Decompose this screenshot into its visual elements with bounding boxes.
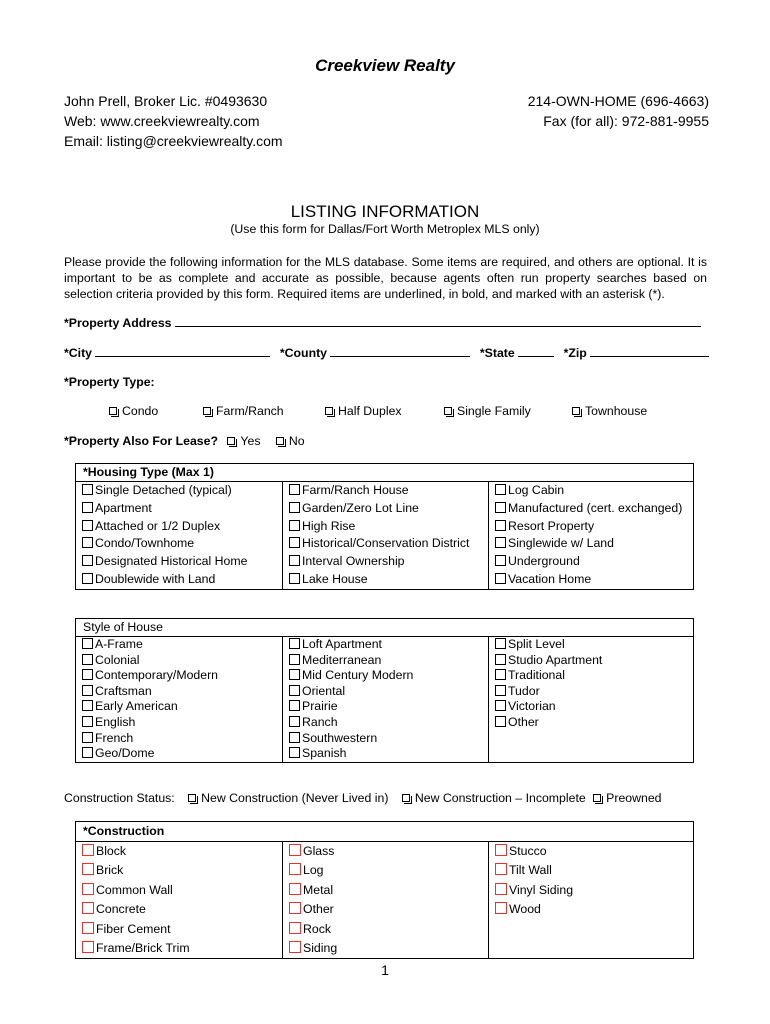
checkbox-icon[interactable]: [203, 407, 211, 415]
option-attached-or-1-2-duplex[interactable]: [82, 518, 282, 536]
option-designated-historical-home[interactable]: [82, 553, 282, 571]
checkbox-icon[interactable]: [82, 638, 93, 649]
construction-status-label: Construction Status:: [64, 791, 175, 805]
checkbox-icon[interactable]: [444, 407, 452, 415]
option-split-level[interactable]: [495, 637, 693, 653]
checkbox-icon[interactable]: [82, 669, 93, 680]
checkbox-icon[interactable]: [82, 537, 93, 548]
checkbox-icon[interactable]: [82, 922, 94, 934]
option-glass[interactable]: [289, 842, 488, 861]
website: Web: www.creekviewrealty.com: [64, 113, 260, 129]
checkbox-icon[interactable]: [402, 794, 410, 802]
checkbox-icon[interactable]: [495, 537, 506, 548]
checkbox-icon[interactable]: [495, 669, 506, 680]
style-of-house-header: Style of House: [76, 619, 693, 637]
form-subtitle: (Use this form for Dallas/Fort Worth Metroplex MLS only): [230, 222, 540, 236]
checkbox-icon[interactable]: [495, 716, 506, 727]
checkbox-icon[interactable]: [82, 484, 93, 495]
construction-options: [76, 842, 693, 958]
zip-input[interactable]: [590, 345, 709, 357]
housing-type-column: [282, 482, 488, 589]
status-preowned[interactable]: Preowned: [593, 791, 661, 805]
option-label: Mid Century Modern: [302, 668, 414, 683]
instructions: Please provide the following information for the MLS database. Some items are required, and others are optional. It is important to be as complete and accurate as possible, because agents often run property searches based on selection criteria provided by this form. Required items are underlined, in bold, and marked with an asterisk (*).: [64, 255, 707, 301]
address-row: [64, 315, 701, 330]
checkbox-icon[interactable]: [82, 520, 93, 531]
option-french[interactable]: [82, 731, 282, 747]
option-label: Historical/Conservation District: [302, 536, 470, 551]
lease-no[interactable]: No: [276, 434, 305, 448]
checkbox-icon[interactable]: [82, 883, 94, 895]
email: Email: listing@creekviewrealty.com: [64, 133, 283, 149]
option-victorian[interactable]: [495, 699, 693, 715]
style-of-house-table: [75, 618, 694, 763]
address-input[interactable]: [175, 315, 701, 327]
checkbox-icon[interactable]: [289, 732, 300, 743]
housing-type-header: *Housing Type (Max 1): [76, 464, 693, 482]
checkbox-icon[interactable]: [289, 700, 300, 711]
checkbox-icon[interactable]: [289, 922, 301, 934]
option-log-cabin[interactable]: [495, 482, 693, 500]
checkbox-icon[interactable]: [289, 883, 301, 895]
checkbox-icon[interactable]: [495, 700, 506, 711]
option-label: Mediterranean: [302, 652, 382, 667]
option-frame-brick-trim[interactable]: [82, 939, 282, 958]
option-label: Southwestern: [302, 730, 378, 745]
option-stucco[interactable]: [495, 842, 693, 861]
option-a-frame[interactable]: [82, 637, 282, 653]
checkbox-icon[interactable]: [289, 520, 300, 531]
broker-license: John Prell, Broker Lic. #0493630: [64, 93, 268, 109]
option-garden-zero-lot-line[interactable]: [289, 500, 488, 518]
checkbox-icon[interactable]: [495, 555, 506, 566]
option-label: Log Cabin: [508, 483, 565, 497]
option-label: Farm/Ranch House: [302, 483, 409, 497]
option-label: Vinyl Siding: [509, 882, 574, 897]
style-column: [488, 637, 693, 762]
option-label: Wood: [509, 902, 541, 917]
option-label: Victorian: [508, 699, 556, 714]
construction-column: [76, 842, 282, 958]
option-tilt-wall[interactable]: [495, 861, 693, 880]
checkbox-icon[interactable]: [82, 732, 93, 743]
checkbox-icon[interactable]: [82, 747, 93, 758]
option-doublewide-with-land[interactable]: [82, 571, 282, 589]
option-label: Vacation Home: [508, 571, 592, 586]
option-label: Designated Historical Home: [95, 554, 248, 569]
option-fiber-cement[interactable]: [82, 920, 282, 939]
option-label: Interval Ownership: [302, 554, 405, 569]
checkbox-icon[interactable]: [82, 716, 93, 727]
option-label: Metal: [303, 882, 334, 897]
style-column: [282, 637, 488, 762]
checkbox-icon[interactable]: [82, 654, 93, 665]
checkbox-icon[interactable]: [109, 407, 117, 415]
checkbox-icon[interactable]: [82, 902, 94, 914]
checkbox-icon[interactable]: [289, 484, 300, 495]
zip-label: *Zip: [563, 346, 587, 360]
checkbox-icon[interactable]: [82, 700, 93, 711]
option-label: Resort Property: [508, 518, 595, 533]
option-loft-apartment[interactable]: [289, 637, 488, 653]
checkbox-icon[interactable]: [289, 555, 300, 566]
option-label: Glass: [303, 844, 335, 858]
fax: Fax (for all): 972-881-9955: [543, 113, 709, 129]
checkbox-icon[interactable]: [495, 863, 507, 875]
option-farm-ranch-house[interactable]: [289, 482, 488, 500]
option-single-detached-typical[interactable]: [82, 482, 282, 500]
page-number: 1: [381, 962, 389, 978]
checkbox-icon[interactable]: [82, 685, 93, 696]
company-name: Creekview Realty: [315, 56, 455, 75]
option-traditional[interactable]: [495, 668, 693, 684]
option-apartment[interactable]: [82, 500, 282, 518]
checkbox-icon[interactable]: [289, 573, 300, 584]
lease-label: *Property Also For Lease?: [64, 434, 218, 448]
option-label: Lake House: [302, 571, 368, 586]
housing-type-table: [75, 463, 694, 590]
option-label: Rock: [303, 921, 332, 936]
checkbox-icon[interactable]: [593, 794, 601, 802]
option-contemporary-modern[interactable]: [82, 668, 282, 684]
checkbox-icon[interactable]: [289, 537, 300, 548]
checkbox-icon[interactable]: [289, 502, 300, 513]
option-label: Geo/Dome: [95, 746, 155, 761]
option-label: Block: [96, 844, 127, 858]
option-farm-ranch[interactable]: Farm/Ranch: [203, 404, 284, 418]
option-rock[interactable]: [289, 920, 488, 939]
lease-yes[interactable]: Yes: [227, 434, 260, 448]
option-english[interactable]: [82, 715, 282, 731]
option-underground[interactable]: [495, 553, 693, 571]
construction-column: [282, 842, 488, 958]
option-ranch[interactable]: [289, 715, 488, 731]
construction-column: [488, 842, 693, 958]
checkbox-icon[interactable]: [289, 669, 300, 680]
checkbox-icon[interactable]: [495, 883, 507, 895]
option-southwestern[interactable]: [289, 731, 488, 747]
option-label: Singlewide w/ Land: [508, 536, 614, 551]
option-vinyl-siding[interactable]: [495, 881, 693, 900]
option-vacation-home[interactable]: [495, 571, 693, 589]
housing-type-options: [76, 482, 693, 589]
construction-status-row: [64, 791, 662, 805]
option-label: Siding: [303, 940, 338, 955]
checkbox-icon[interactable]: [495, 520, 506, 531]
contact-info: [528, 91, 709, 131]
checkbox-icon[interactable]: [289, 654, 300, 665]
option-label: Colonial: [95, 652, 140, 667]
option-label: High Rise: [302, 518, 356, 533]
checkbox-icon[interactable]: [289, 863, 301, 875]
city-label: *City: [64, 346, 93, 360]
option-historical-conservation-district[interactable]: [289, 535, 488, 553]
checkbox-icon[interactable]: [495, 844, 507, 856]
option-lake-house[interactable]: [289, 571, 488, 589]
housing-type-column: [488, 482, 693, 589]
option-tudor[interactable]: [495, 684, 693, 700]
option-studio-apartment[interactable]: [495, 653, 693, 669]
status-new-incomplete[interactable]: New Construction – Incomplete: [402, 791, 586, 805]
lease-row: [64, 434, 305, 448]
checkbox-icon[interactable]: [572, 407, 580, 415]
checkbox-icon[interactable]: [227, 437, 235, 445]
option-townhouse[interactable]: Townhouse: [572, 404, 647, 418]
option-condo-townhome[interactable]: [82, 535, 282, 553]
option-label: Split Level: [508, 637, 565, 651]
option-early-american[interactable]: [82, 699, 282, 715]
option-label: Loft Apartment: [302, 637, 382, 651]
construction-header: *Construction: [76, 822, 693, 842]
checkbox-icon[interactable]: [495, 685, 506, 696]
checkbox-icon[interactable]: [289, 685, 300, 696]
option-label: Brick: [96, 863, 124, 878]
option-label: Stucco: [509, 844, 547, 858]
checkbox-icon[interactable]: [289, 638, 300, 649]
checkbox-icon[interactable]: [82, 555, 93, 566]
option-single-family[interactable]: Single Family: [444, 404, 531, 418]
option-label: Tudor: [508, 683, 540, 698]
option-concrete[interactable]: [82, 900, 282, 919]
property-type-label: *Property Type:: [64, 375, 155, 389]
option-prairie[interactable]: [289, 699, 488, 715]
option-label: Common Wall: [96, 882, 173, 897]
address-label: *Property Address: [64, 316, 172, 330]
option-label: Contemporary/Modern: [95, 668, 219, 683]
option-interval-ownership[interactable]: [289, 553, 488, 571]
option-wood[interactable]: [495, 900, 693, 919]
option-label: Garden/Zero Lot Line: [302, 500, 419, 515]
county-label: *County: [279, 346, 328, 360]
checkbox-icon[interactable]: [289, 716, 300, 727]
option-craftsman[interactable]: [82, 684, 282, 700]
checkbox-icon[interactable]: [495, 654, 506, 665]
option-other[interactable]: [289, 900, 488, 919]
option-label: Tilt Wall: [509, 863, 552, 878]
checkbox-icon[interactable]: [289, 747, 300, 758]
status-new-never-lived[interactable]: New Construction (Never Lived in): [188, 791, 388, 805]
option-label: Apartment: [95, 500, 152, 515]
checkbox-icon[interactable]: [495, 638, 506, 649]
checkbox-icon[interactable]: [82, 844, 94, 856]
option-mediterranean[interactable]: [289, 653, 488, 669]
option-label: Underground: [508, 554, 580, 569]
option-label: Studio Apartment: [508, 652, 603, 667]
style-column: [76, 637, 282, 762]
option-label: Fiber Cement: [96, 921, 171, 936]
option-label: Attached or 1/2 Duplex: [95, 518, 221, 533]
option-spanish[interactable]: [289, 746, 488, 762]
option-label: Other: [303, 902, 334, 917]
checkbox-icon[interactable]: [82, 573, 93, 584]
checkbox-icon[interactable]: [495, 573, 506, 584]
option-label: English: [95, 714, 136, 729]
option-brick[interactable]: [82, 861, 282, 880]
checkbox-icon[interactable]: [495, 902, 507, 914]
option-mid-century-modern[interactable]: [289, 668, 488, 684]
option-resort-property[interactable]: [495, 518, 693, 536]
option-singlewide-w-land[interactable]: [495, 535, 693, 553]
option-label: Single Detached (typical): [95, 483, 232, 497]
county-input[interactable]: [330, 345, 470, 357]
option-high-rise[interactable]: [289, 518, 488, 536]
city-input[interactable]: [95, 345, 270, 357]
option-colonial[interactable]: [82, 653, 282, 669]
option-label: Log: [303, 863, 324, 878]
option-label: French: [95, 730, 134, 745]
option-label: Other: [508, 714, 539, 729]
option-manufactured-cert-exchanged[interactable]: [495, 500, 693, 518]
construction-table: [75, 821, 694, 959]
checkbox-icon[interactable]: [495, 484, 506, 495]
option-log[interactable]: [289, 861, 488, 880]
checkbox-icon[interactable]: [188, 794, 196, 802]
housing-type-column: [76, 482, 282, 589]
location-row: [64, 345, 709, 360]
checkbox-icon[interactable]: [82, 863, 94, 875]
option-label: Frame/Brick Trim: [96, 940, 190, 955]
option-label: Spanish: [302, 746, 347, 761]
option-label: Manufactured (cert. exchanged): [508, 500, 683, 515]
option-block[interactable]: [82, 842, 282, 861]
option-label: Craftsman: [95, 683, 152, 698]
checkbox-icon[interactable]: [325, 407, 333, 415]
state-label: *State: [479, 346, 515, 360]
option-label: Ranch: [302, 714, 338, 729]
option-other[interactable]: [495, 715, 693, 731]
option-common-wall[interactable]: [82, 881, 282, 900]
option-condo[interactable]: Condo: [109, 404, 158, 418]
form-title: LISTING INFORMATION: [290, 202, 480, 221]
checkbox-icon[interactable]: [82, 502, 93, 513]
option-label: Condo/Townhome: [95, 536, 195, 551]
option-geo-dome[interactable]: [82, 746, 282, 762]
checkbox-icon[interactable]: [82, 941, 94, 953]
style-of-house-options: [76, 637, 693, 762]
broker-info: [64, 91, 283, 151]
option-label: Traditional: [508, 668, 565, 683]
option-siding[interactable]: [289, 939, 488, 958]
checkbox-icon[interactable]: [289, 902, 301, 914]
option-label: Early American: [95, 699, 178, 714]
option-half-duplex[interactable]: Half Duplex: [325, 404, 402, 418]
checkbox-icon[interactable]: [289, 941, 301, 953]
option-label: Oriental: [302, 683, 346, 698]
option-metal[interactable]: [289, 881, 488, 900]
option-label: Prairie: [302, 699, 338, 714]
option-oriental[interactable]: [289, 684, 488, 700]
checkbox-icon[interactable]: [276, 437, 284, 445]
option-label: A-Frame: [95, 637, 143, 651]
option-label: Doublewide with Land: [95, 571, 216, 586]
phone: 214-OWN-HOME (696-4663): [527, 93, 709, 109]
state-input[interactable]: [518, 345, 554, 357]
option-label: Concrete: [96, 902, 146, 917]
checkbox-icon[interactable]: [495, 502, 506, 513]
checkbox-icon[interactable]: [289, 844, 301, 856]
